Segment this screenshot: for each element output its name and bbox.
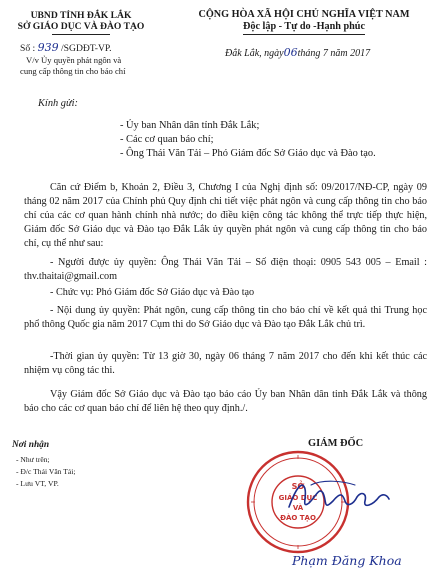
noi-nhan-item-3: - Lưu VT, VP.	[16, 479, 59, 488]
stamp-text-2: GIÁO DỤC	[278, 494, 318, 502]
signer-name: Phạm Đăng Khoa	[292, 553, 402, 568]
body-paragraph-scope: - Nội dung ủy quyền: Phát ngôn, cung cấp thông tin cho báo chí về kết quả thi Trung học phổ thông Quốc gia năm 2017 Cụm thi do Sở Giáo dục và Đào tạo Đắk Lắk chủ trì.	[24, 305, 427, 330]
date-day-handwritten: 06	[283, 46, 298, 59]
document-date	[225, 46, 370, 59]
agency-underline	[52, 34, 110, 35]
body-paragraph-authorized-person: - Người được ủy quyền: Ông Thái Văn Tải – Số điện thoại: 0905 543 005 – Email : thv.thaitai@gmail.com	[24, 257, 427, 282]
document-number	[20, 41, 112, 54]
motto-underline	[243, 34, 365, 35]
subject-line-2: cung cấp thông tin cho báo chí	[20, 66, 126, 76]
recipient-3: - Ông Thái Văn Tải – Phó Giám đốc Sở Giáo dục và Đào tạo.	[120, 148, 376, 159]
body-paragraph-closing: Vậy Giám đốc Sở Giáo dục và Đào tạo báo cáo Ủy ban Nhân dân tỉnh Đắk Lắk và thông báo cho các cơ quan báo chí để liên hệ theo quy định./.	[24, 389, 427, 414]
date-suffix: tháng 7 năm 2017	[297, 48, 371, 59]
national-title: CỘNG HÒA XÃ HỘI CHỦ NGHĨA VIỆT NAM	[198, 9, 410, 20]
number-prefix: Số :	[20, 43, 36, 54]
noi-nhan-label: Nơi nhận	[12, 440, 50, 450]
handwritten-signature	[283, 475, 393, 520]
date-prefix: Đắk Lắk, ngày	[225, 48, 284, 59]
stamp-text-1: SỞ	[291, 482, 305, 491]
number-suffix: /SGDĐT-VP.	[61, 43, 112, 54]
signer-title: GIÁM ĐỐC	[308, 438, 364, 449]
noi-nhan-item-1: - Như trên;	[16, 455, 50, 464]
recipient-2: - Các cơ quan báo chí;	[120, 134, 214, 145]
national-motto: Độc lập - Tự do -Hạnh phúc	[243, 21, 365, 32]
recipient-1: - Ủy ban Nhân dân tỉnh Đắk Lắk;	[120, 120, 260, 131]
agency-name: SỞ GIÁO DỤC VÀ ĐÀO TẠO	[17, 21, 145, 32]
agency-parent: UBND TỈNH ĐẮK LẮK	[30, 10, 132, 21]
subject-line-1: V/v Ủy quyền phát ngôn và	[26, 55, 122, 65]
body-paragraph-position: - Chức vụ: Phó Giám đốc Sở Giáo dục và Đào tạo	[50, 287, 255, 298]
body-paragraph-duration: -Thời gian ủy quyền: Từ 13 giờ 30, ngày 06 tháng 7 năm 2017 cho đến khi kết thúc các nhiệm vụ công tác thi.	[24, 351, 427, 376]
stamp-text-4: ĐÀO TẠO	[280, 514, 316, 522]
noi-nhan-item-2: - Đ/c Thái Văn Tải;	[16, 467, 76, 476]
recipients-label: Kính gửi:	[38, 98, 79, 109]
number-handwritten: 939	[37, 41, 59, 54]
body-paragraph-legal-basis: Căn cứ Điểm b, Khoản 2, Điều 3, Chương I của Nghị định số: 09/2017/NĐ-CP, ngày 09 tháng 02 năm 2017 của Chính phủ Quy định chi tiết việc phát ngôn và cung cấp thông tin cho báo chí của các cơ quan hành chính nhà nước; do điều kiện công tác không thể trực tiếp thực hiện, Giám đốc Sở Giáo dục và Đào tạo Đắk Lắk ủy quyền phát ngôn và cung cấp thông tin cho báo chí, cụ thể như sau:	[24, 182, 427, 249]
stamp-text-3: VÀ	[292, 504, 304, 512]
